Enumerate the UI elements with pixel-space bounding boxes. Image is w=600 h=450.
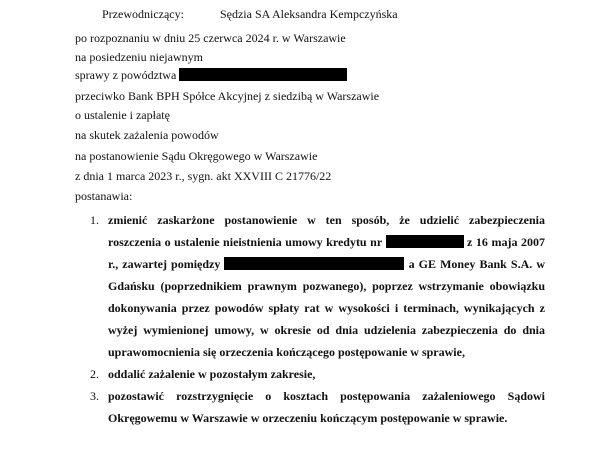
intro-line-case-ref: z dnia 1 marca 2023 r., sygn. akt XXVIII C 21776/22 [75,169,332,183]
item-1-text-a: zmienić zaskarżone postanowienie w ten sposób, że udzielić zabezpieczenia roszczenia o ustalenie nieistnienia umowy kredytu nr [108,213,545,249]
ruling-item-3 [75,385,545,429]
intro-line-subject: o ustalenie i zapłatę [75,108,170,122]
chair-label: Przewodniczący: [102,7,184,21]
ruling-item-1 [75,209,545,363]
item-number: 1. [90,213,99,227]
ruling-list [75,209,545,429]
intro-line-session: na posiedzeniu niejawnym [75,50,203,64]
item-1-text-b: z 16 maja 2007 r., zawartej pomiędzy [108,235,545,271]
plaintiff-prefix: sprawy z powództwa [75,68,177,82]
redaction-contract-number [386,235,464,248]
item-number: 3. [90,389,99,403]
item-1-text-c: a GE Money Bank S.A. w Gdańsku (poprzednikiem prawnym pozwanego), poprzez wstrzymanie obowiązku dokonywania przez powodów spłaty rat w wysokości i terminach, wynikających z wyżej wymienionej umowy, w okresie od dnia udzielenia zabezpieczenia do dnia uprawomocnienia się orzeczenia kończącego postępowanie w sprawie, [108,257,546,359]
item-2-text: oddalić zażalenie w pozostałym zakresie, [108,367,316,381]
intro-line-plaintiff [75,67,347,83]
item-3-text: pozostawić rozstrzygnięcie o kosztach postępowania zażaleniowego Sądowi Okręgowemu w Warszawie w orzeczeniu kończącym postępowanie w sprawie. [108,389,545,425]
item-number: 2. [90,367,99,381]
intro-line-date: po rozpoznaniu w dniu 25 czerwca 2024 r. w Warszawie [75,31,346,45]
redaction-plaintiff [179,68,347,81]
intro-line-order: na postanowienie Sądu Okręgowego w Warszawie [75,149,318,163]
intro-line-defendant: przeciwko Bank BPH Spółce Akcyjnej z siedzibą w Warszawie [75,89,380,103]
intro-line-complaint: na skutek zażalenia powodów [75,128,219,142]
ruling-item-2 [75,363,545,385]
intro-line-decides: postanawia: [75,189,133,203]
header-chair [102,6,398,22]
chair-name: Sędzia SA Aleksandra Kempczyńska [219,7,398,21]
redaction-parties [224,257,404,270]
